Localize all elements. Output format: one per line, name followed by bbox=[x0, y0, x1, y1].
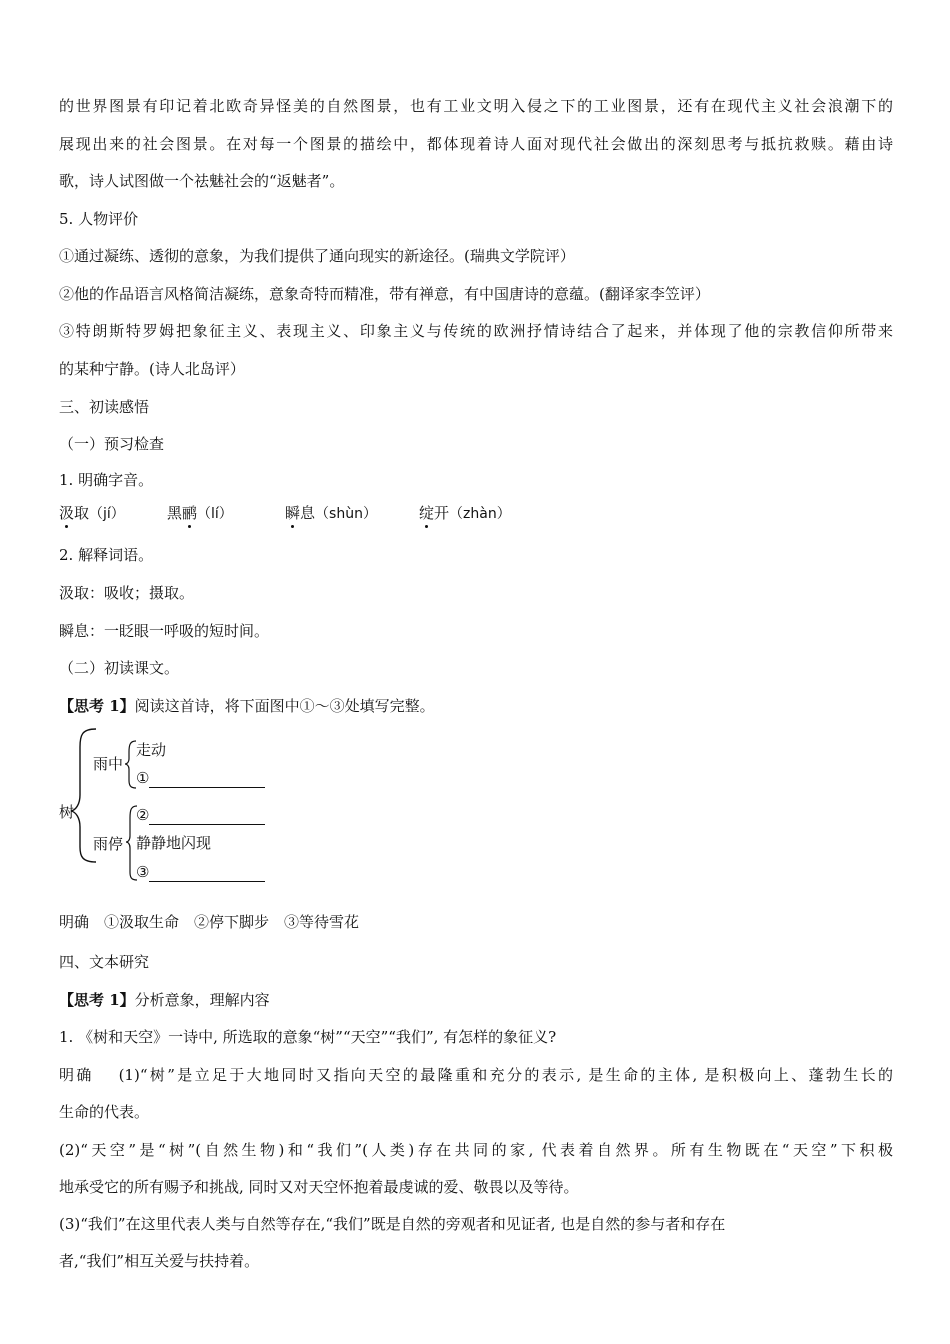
think-tag: 【思考 1】 bbox=[59, 697, 135, 715]
diagram-answer: 明确 ①汲取生命 ②停下脚步 ③等待雪花 bbox=[59, 913, 360, 931]
answer-paragraph-2b: 地承受它的所有赐予和挑战, 同时又对天空怀抱着最虔诚的爱、敬畏以及等待。 bbox=[59, 1178, 579, 1196]
section-4-heading: 四、文本研究 bbox=[59, 953, 150, 971]
intro-line-2: 展现出来的社会图景。在对每一个图景的描绘中，都体现着诗人面对现代社会做出的深刻思考与抵抗救赎。藉由诗 bbox=[59, 135, 893, 153]
think-tag: 【思考 1】 bbox=[59, 991, 135, 1009]
fill-blank-line bbox=[149, 771, 265, 788]
evaluation-item-2: ②他的作品语言风格简洁凝练，意象奇特而精准，带有禅意，有中国唐诗的意蕴。(翻译家李笠评） bbox=[59, 285, 710, 303]
pronunciation-item: 汲取（jí） bbox=[59, 504, 125, 522]
intro-line-3: 歌，诗人试图做一个祛魅社会的“返魅者”。 bbox=[59, 172, 345, 190]
section-4-think-prompt: 【思考 1】分析意象，理解内容 bbox=[59, 991, 270, 1009]
answer-label: 明确 bbox=[59, 913, 90, 931]
answer-paragraph-2a: (2)“天空”是“树”(自然生物)和“我们”(人类)存在共同的家, 代表着自然界。所有生物既在“天空”下积极 bbox=[59, 1141, 893, 1159]
answer-label: 明确 bbox=[59, 1066, 94, 1084]
diagram-root-label: 树 bbox=[59, 803, 75, 821]
answer-paragraph-1a: 明确 (1)“树”是立足于大地同时又指向天空的最隆重和充分的表示, 是生命的主体, 是积极向上、蓬勃生长的 bbox=[59, 1066, 893, 1084]
diagram-item-blank-2: ② bbox=[136, 805, 265, 825]
evaluation-item-3a: ③特朗斯特罗姆把象征主义、表现主义、印象主义与传统的欧洲抒情诗结合了起来，并体现了他的宗教信仰所带来 bbox=[59, 322, 893, 340]
evaluation-item-3b: 的某种宁静。(诗人北岛评） bbox=[59, 360, 245, 378]
fill-blank-line bbox=[149, 865, 265, 882]
pronunciation-item: 瞬息（shùn） bbox=[285, 504, 377, 522]
diagram-branch-rain-stop: 雨停 bbox=[93, 835, 124, 853]
diagram-item-blank-1: ① bbox=[136, 768, 265, 788]
first-reading-heading: （二）初读课文。 bbox=[59, 659, 180, 677]
diagram-item-flash: 静静地闪现 bbox=[136, 834, 212, 852]
definition-question: 2. 解释词语。 bbox=[59, 546, 154, 564]
dotted-char: 鹂 bbox=[182, 504, 198, 522]
evaluation-heading: 5. 人物评价 bbox=[59, 210, 139, 228]
definition-2: 瞬息：一眨眼一呼吸的短时间。 bbox=[59, 622, 270, 640]
definition-1: 汲取：吸收；摄取。 bbox=[59, 584, 195, 602]
diagram-branch-rain: 雨中 bbox=[93, 755, 124, 773]
pronunciation-item: 黑鹂（lí） bbox=[167, 504, 233, 522]
preview-check-heading: （一）预习检查 bbox=[59, 435, 165, 453]
symbolism-question: 1. 《树和天空》一诗中, 所选取的意象“树”“天空”“我们”, 有怎样的象征义? bbox=[59, 1028, 557, 1046]
diagram-item-blank-3: ③ bbox=[136, 862, 265, 882]
fill-blank-line bbox=[149, 808, 265, 825]
think-1-prompt: 【思考 1】阅读这首诗，将下面图中①～③处填写完整。 bbox=[59, 697, 435, 715]
answer-paragraph-3a: (3)“我们”在这里代表人类与自然等存在,“我们”既是自然的旁观者和见证者, 也是自然的参与者和存在 bbox=[59, 1215, 726, 1233]
intro-line-1: 的世界图景有印记着北欧奇异怪美的自然图景，也有工业文明入侵之下的工业图景，还有在现代主义社会浪潮下的 bbox=[59, 97, 893, 115]
answer-paragraph-1b: 生命的代表。 bbox=[59, 1103, 150, 1121]
dotted-char: 汲 bbox=[59, 504, 75, 522]
dotted-char: 瞬 bbox=[285, 504, 301, 522]
diagram-item-walking: 走动 bbox=[136, 741, 167, 759]
evaluation-item-1: ①通过凝练、透彻的意象，为我们提供了通向现实的新途径。(瑞典文学院评） bbox=[59, 247, 575, 265]
branch-1-brace bbox=[125, 741, 136, 788]
pronunciation-item: 绽开（zhàn） bbox=[419, 504, 511, 522]
section-3-heading: 三、初读感悟 bbox=[59, 398, 150, 416]
dotted-char: 绽 bbox=[419, 504, 435, 522]
answer-paragraph-3b: 者,“我们”相互关爱与扶持着。 bbox=[59, 1252, 260, 1270]
pronunciation-question: 1. 明确字音。 bbox=[59, 471, 154, 489]
